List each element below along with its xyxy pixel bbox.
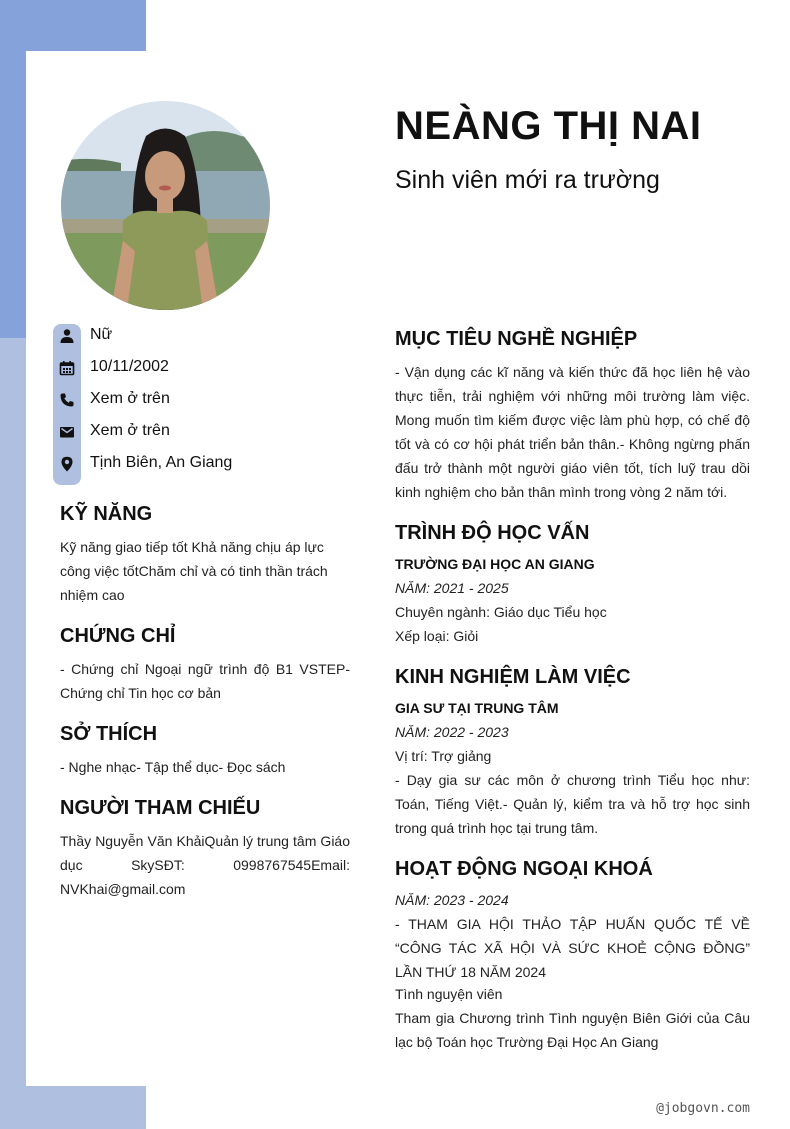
objective-title: MỤC TIÊU NGHỀ NGHIỆP bbox=[395, 328, 638, 350]
contact-address bbox=[53, 448, 353, 480]
decor-strip-side bbox=[0, 338, 26, 1129]
phone-icon bbox=[59, 392, 75, 408]
contact-gender bbox=[53, 320, 353, 352]
candidate-role: Sinh viên mới ra trường bbox=[395, 166, 660, 194]
experience-position: Vị trí: Trợ giảng bbox=[395, 748, 492, 764]
education-rank: Xếp loại: Giỏi bbox=[395, 628, 479, 644]
hobbies-title: SỞ THÍCH bbox=[60, 723, 158, 745]
calendar-icon bbox=[59, 360, 75, 376]
activities-description: Tham gia Chương trình Tình nguyện Biên Giới của Câu lạc bộ Toán học Trường Đại Học An Giang bbox=[395, 1010, 750, 1050]
activities-year: NĂM: 2023 - 2024 bbox=[395, 892, 509, 908]
certificates-title: CHỨNG CHỈ bbox=[60, 625, 176, 647]
certificates-text: - Chứng chỉ Ngoại ngữ trình độ B1 VSTEP- Chứng chỉ Tin học cơ bản bbox=[60, 661, 350, 701]
person-icon bbox=[59, 328, 75, 344]
hobbies-text: - Nghe nhạc- Tập thể dục- Đọc sách bbox=[60, 759, 286, 775]
footer-brand: @jobgovn.com bbox=[656, 1101, 750, 1116]
phone-text: Xem ở trên bbox=[90, 390, 170, 407]
experience-description: - Dạy gia sư các môn ở chương trình Tiểu học như: Toán, Tiếng Việt.- Quản lý, kiểm tra và hỗ trợ học sinh trong quá trình học tại trung tâm. bbox=[395, 772, 750, 836]
activities-role: Tình nguyện viên bbox=[395, 986, 503, 1002]
references-title: NGƯỜI THAM CHIẾU bbox=[60, 797, 261, 819]
experience-year: NĂM: 2022 - 2023 bbox=[395, 724, 509, 740]
location-pin-icon bbox=[59, 456, 75, 472]
education-title: TRÌNH ĐỘ HỌC VẤN bbox=[395, 522, 590, 544]
skills-text: Kỹ năng giao tiếp tốt Khả năng chịu áp lực công việc tốtChăm chỉ và có tinh thần trách nhiệm cao bbox=[60, 539, 328, 603]
contact-birthday bbox=[53, 352, 353, 384]
activities-title: HOẠT ĐỘNG NGOẠI KHOÁ bbox=[395, 858, 653, 880]
references-text: Thầy Nguyễn Văn KhảiQuản lý trung tâm Giáo dục SkySĐT: 0998767545Email: NVKhai@gmail.com bbox=[60, 833, 350, 897]
education-major: Chuyên ngành: Giáo dục Tiểu học bbox=[395, 604, 607, 620]
experience-title: KINH NGHIỆM LÀM VIỆC bbox=[395, 666, 631, 688]
decor-block-bottom bbox=[0, 1086, 146, 1129]
address-text: Tịnh Biên, An Giang bbox=[90, 454, 233, 471]
education-school: TRƯỜNG ĐẠI HỌC AN GIANG bbox=[395, 556, 595, 572]
skills-title: KỸ NĂNG bbox=[60, 503, 153, 525]
profile-photo bbox=[61, 101, 270, 310]
gender-text: Nữ bbox=[90, 326, 113, 343]
education-year: NĂM: 2021 - 2025 bbox=[395, 580, 509, 596]
experience-company: GIA SƯ TẠI TRUNG TÂM bbox=[395, 700, 559, 716]
mail-icon bbox=[59, 424, 75, 440]
contact-phone bbox=[53, 384, 353, 416]
birthday-text: 10/11/2002 bbox=[90, 358, 169, 375]
candidate-name: NEÀNG THỊ NAI bbox=[395, 104, 702, 148]
activities-event: - THAM GIA HỘI THẢO TẬP HUẤN QUỐC TẾ VỀ “CÔNG TÁC XÃ HỘI VÀ SỨC KHOẺ CỘNG ĐỒNG” LẦN THỨ 18 NĂM 2024 bbox=[395, 916, 750, 980]
objective-text: - Vận dụng các kĩ năng và kiến thức đã học liên hệ vào thực tiễn, trải nghiệm với những môi trường làm việc. Mong muốn tìm kiếm được việc làm phù hợp, có chế độ tốt và có cơ hội phát triển bản thân.- Không ngừng phấn đấu trở thành một người giáo viên tốt, tích luỹ trau dồi kinh nghiệm cho bản thân mình trong vòng 2 năm tới. bbox=[395, 364, 750, 500]
email-text: Xem ở trên bbox=[90, 422, 170, 439]
contact-email bbox=[53, 416, 353, 448]
